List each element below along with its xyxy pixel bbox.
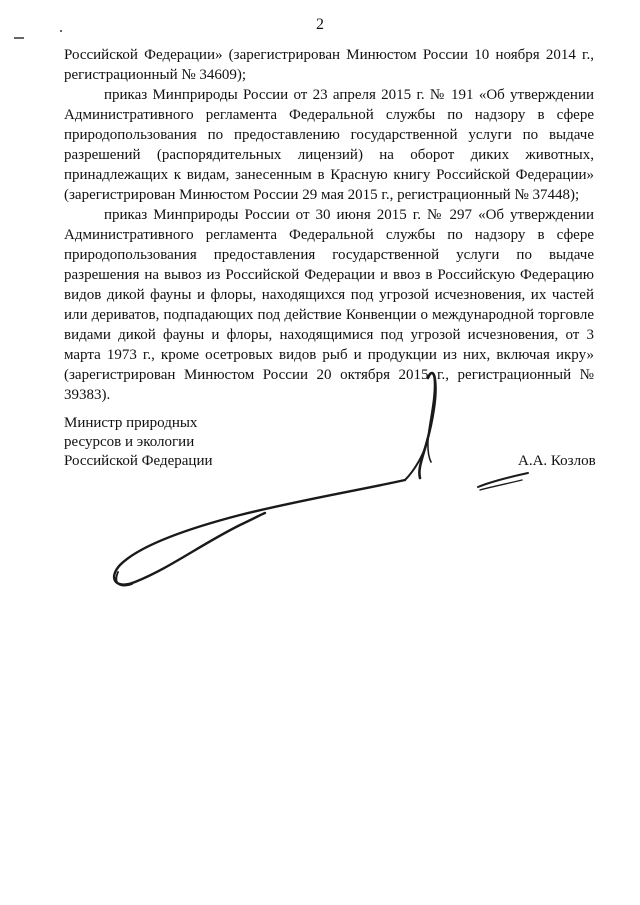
paragraph-continuation: Российской Федерации» (зарегистрирован Минюстом России 10 ноября 2014 г., регистрационный № 34609); — [64, 47, 594, 83]
paragraph-order-191: приказ Минприроды России от 23 апреля 2015 г. № 191 «Об утверждении Административного регламента Федеральной службы по надзору в сфере природопользования по предоставлению государственной услуги по выдаче разрешений (распорядительных лицензий) на оборот диких животных, принадлежащих к видам, занесенным в Красную книгу Российской Федерации» (зарегистрирован Минюстом России 29 мая 2015 г., регистрационный № 37448); — [64, 87, 594, 203]
page-number: 2 — [316, 16, 324, 33]
document-body — [64, 45, 594, 405]
signatory-title-line: Российской Федерации — [64, 453, 213, 469]
scan-speck — [14, 37, 24, 39]
paragraph-order-297: приказ Минприроды России от 30 июня 2015 г. № 297 «Об утверждении Административного регламента Федеральной службы по надзору в сфере природопользования предоставления государственной услуги по выдаче разрешения на вывоз из Российской Федерации и ввоз в Российскую Федерацию видов дикой фауны и флоры, находящихся под угрозой исчезновения, их частей или дериватов, подпадающих под действие Конвенции о международной торговле видами дикой фауны и флоры, находящимися под угрозой исчезновения, от 3 марта 1973 г., кроме осетровых видов рыб и продукции из них, включая икру» (зарегистрирован Минюстом России 20 октября 2015 г., регистрационный № 39383). — [64, 207, 594, 403]
signatory-title — [64, 414, 304, 471]
signer-name: А.А. Козлов — [518, 453, 596, 469]
signatory-title-line: Министр природных — [64, 415, 198, 431]
signatory-title-line: ресурсов и экологии — [64, 434, 195, 450]
